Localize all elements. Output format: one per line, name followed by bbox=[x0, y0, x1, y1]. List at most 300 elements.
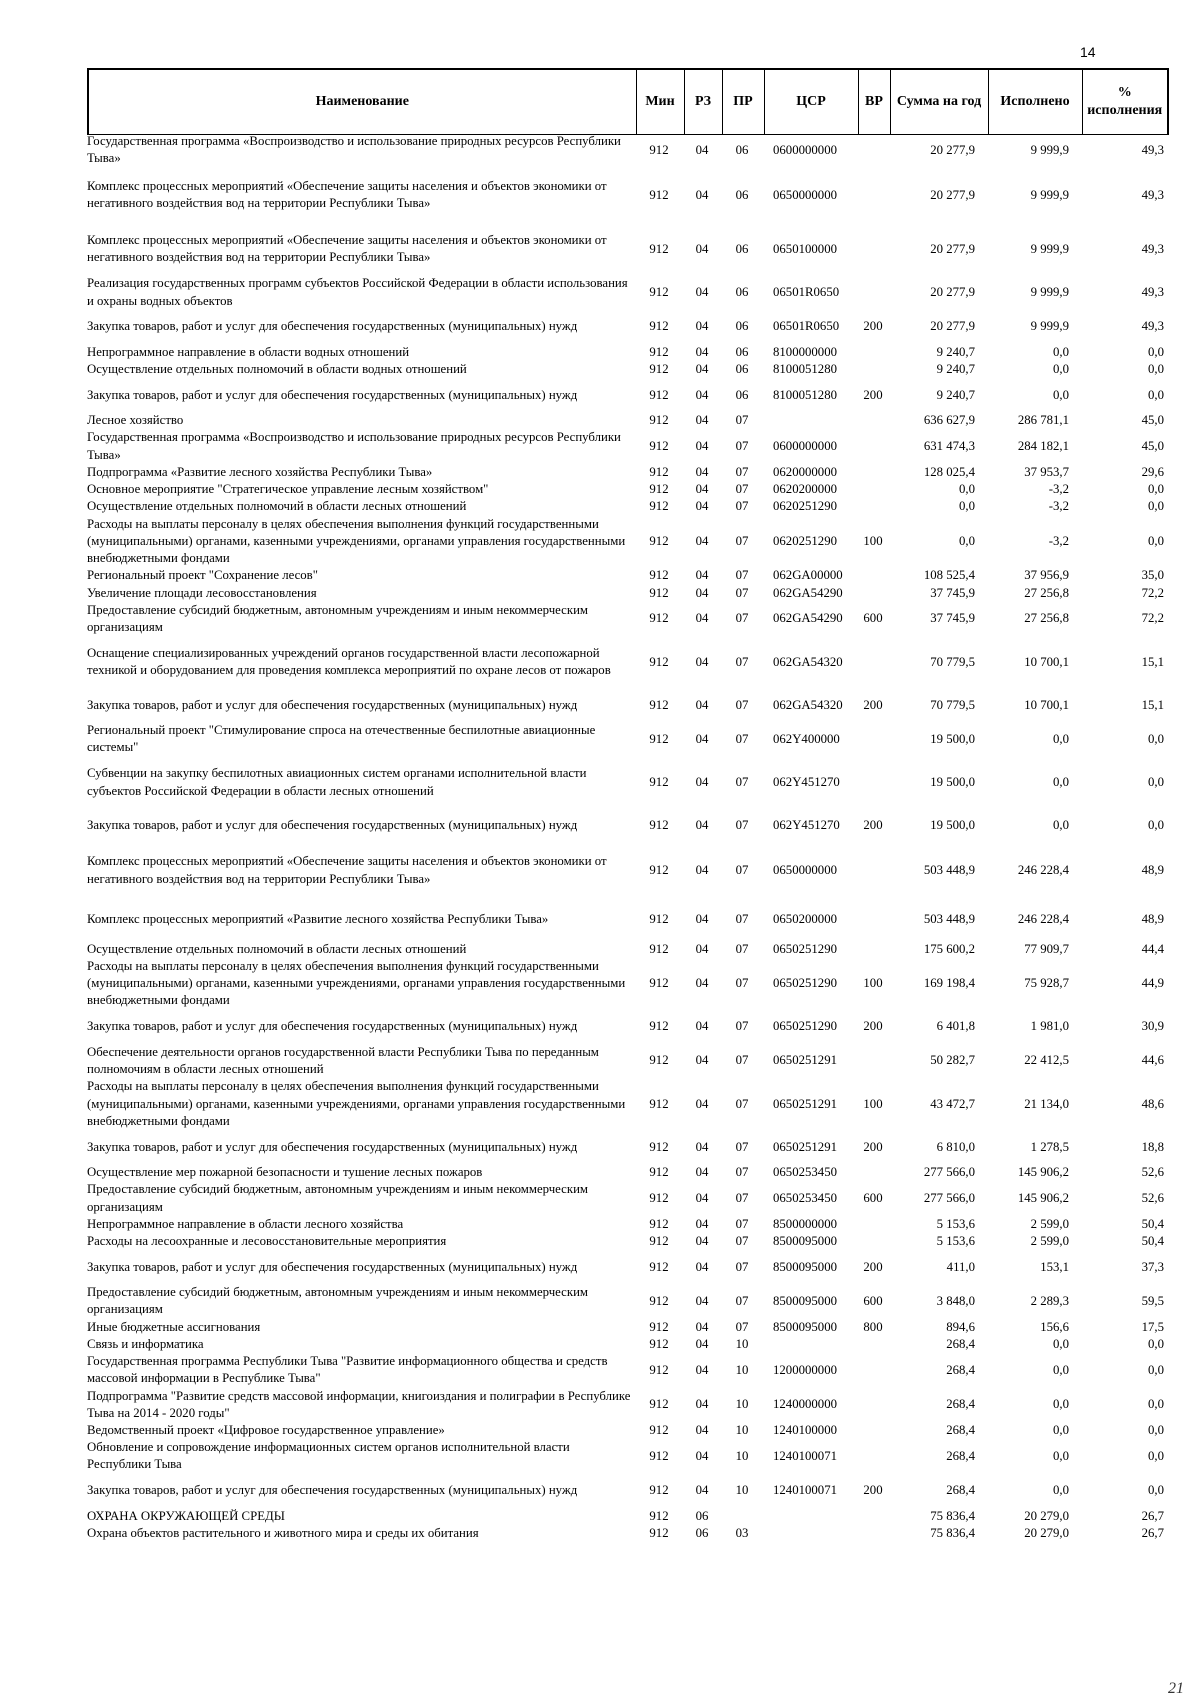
row-vr: 100 bbox=[863, 533, 883, 548]
row-pr: 07 bbox=[735, 1165, 749, 1180]
row-min: 912 bbox=[649, 1234, 669, 1249]
row-vr bbox=[857, 585, 889, 602]
row-rz: 04 bbox=[695, 533, 709, 548]
row-sum: 20 277,9 bbox=[930, 285, 975, 299]
table-row bbox=[87, 1250, 1167, 1284]
row-rz: 04 bbox=[695, 499, 709, 514]
header-csr: ЦСР bbox=[764, 69, 858, 135]
row-pr: 07 bbox=[735, 697, 749, 712]
row-vr: 200 bbox=[863, 319, 883, 334]
row-csr bbox=[763, 412, 857, 429]
row-pct: 52,6 bbox=[1141, 1191, 1164, 1206]
row-csr: 1240100000 bbox=[773, 1422, 837, 1437]
row-pct: 44,6 bbox=[1141, 1053, 1164, 1068]
table-row bbox=[87, 361, 1167, 378]
table-row bbox=[87, 809, 1167, 843]
row-vr bbox=[857, 1422, 889, 1439]
row-done: 21 134,0 bbox=[1024, 1096, 1069, 1111]
row-pct: 0,0 bbox=[1148, 482, 1164, 497]
row-pr: 10 bbox=[735, 1448, 749, 1463]
row-name: Осуществление отдельных полномочий в области лесных отношений bbox=[87, 941, 467, 956]
row-csr: 0650251291 bbox=[773, 1096, 837, 1111]
row-pct: 15,1 bbox=[1141, 697, 1164, 712]
row-pct: 0,0 bbox=[1148, 362, 1164, 377]
row-min: 912 bbox=[649, 1053, 669, 1068]
row-done: 20 279,0 bbox=[1024, 1508, 1069, 1523]
row-name: Предоставление субсидий бюджетным, автономным учреждениям и иным некоммерческим организациям bbox=[87, 1285, 589, 1317]
row-name: Закупка товаров, работ и услуг для обеспечения государственных (муниципальных) нужд bbox=[87, 387, 578, 402]
row-csr: 06501R0650 bbox=[773, 285, 840, 299]
row-name: Комплекс процессных мероприятий «Обеспечение защиты населения и объектов экономики от негативного воздействия вод на территории Республики Тыва» bbox=[87, 233, 607, 265]
row-name: Подпрограмма «Развитие лесного хозяйства Республики Тыва» bbox=[87, 464, 433, 479]
table-row bbox=[87, 515, 1167, 567]
row-rz: 04 bbox=[695, 568, 709, 583]
row-rz: 04 bbox=[695, 1216, 709, 1231]
row-min: 912 bbox=[649, 1397, 669, 1412]
table-row bbox=[87, 412, 1167, 429]
row-min: 912 bbox=[649, 1259, 669, 1274]
row-vr bbox=[857, 757, 889, 809]
row-pr: 07 bbox=[735, 863, 749, 878]
row-pr: 07 bbox=[735, 585, 749, 600]
row-done: 284 182,1 bbox=[1017, 439, 1069, 454]
row-csr: 062Y451270 bbox=[773, 775, 840, 790]
row-vr bbox=[857, 1336, 889, 1353]
row-min: 912 bbox=[649, 775, 669, 790]
row-pr: 10 bbox=[735, 1422, 749, 1437]
row-pr: 07 bbox=[735, 499, 749, 514]
row-sum: 268,4 bbox=[946, 1448, 975, 1463]
row-pct: 0,0 bbox=[1148, 344, 1164, 359]
corner-mark: 21 bbox=[1168, 1680, 1184, 1697]
row-pr: 07 bbox=[735, 611, 749, 626]
row-rz: 04 bbox=[695, 775, 709, 790]
row-csr: 8500095000 bbox=[773, 1234, 837, 1249]
row-vr bbox=[857, 361, 889, 378]
row-done: 37 953,7 bbox=[1024, 464, 1069, 479]
row-rz: 06 bbox=[695, 1508, 709, 1523]
row-vr bbox=[857, 722, 889, 756]
row-vr bbox=[857, 899, 889, 941]
row-done: -3,2 bbox=[1048, 482, 1069, 497]
row-pct: 0,0 bbox=[1148, 1422, 1164, 1437]
row-sum: 6 401,8 bbox=[936, 1019, 975, 1034]
row-rz: 04 bbox=[695, 439, 709, 454]
table-row bbox=[87, 688, 1167, 722]
row-pr bbox=[721, 1508, 763, 1525]
row-vr: 600 bbox=[863, 611, 883, 626]
row-rz: 04 bbox=[695, 387, 709, 402]
table-row bbox=[87, 344, 1167, 361]
row-pct: 0,0 bbox=[1148, 1336, 1164, 1351]
row-done: 20 279,0 bbox=[1024, 1525, 1069, 1540]
row-pct: 0,0 bbox=[1148, 731, 1164, 746]
row-done: 37 956,9 bbox=[1024, 568, 1069, 583]
row-done: 27 256,8 bbox=[1024, 611, 1069, 626]
row-rz: 04 bbox=[695, 1096, 709, 1111]
row-done: 0,0 bbox=[1053, 1397, 1069, 1412]
row-csr: 0600000000 bbox=[773, 439, 837, 454]
row-rz: 04 bbox=[695, 344, 709, 359]
row-pr: 07 bbox=[735, 976, 749, 991]
row-pr: 07 bbox=[735, 413, 749, 428]
row-pct: 44,4 bbox=[1141, 941, 1164, 956]
row-csr: 0650253450 bbox=[773, 1191, 837, 1206]
row-sum: 277 566,0 bbox=[923, 1165, 975, 1180]
row-pct: 50,4 bbox=[1141, 1216, 1164, 1231]
row-min: 912 bbox=[649, 319, 669, 334]
row-min: 912 bbox=[649, 568, 669, 583]
row-sum: 128 025,4 bbox=[923, 464, 975, 479]
row-vr bbox=[857, 1508, 889, 1525]
table-row bbox=[87, 585, 1167, 602]
row-min: 912 bbox=[649, 818, 669, 833]
row-vr bbox=[857, 344, 889, 361]
row-done: 145 906,2 bbox=[1017, 1165, 1069, 1180]
row-done: 9 999,9 bbox=[1030, 187, 1069, 202]
row-done: 0,0 bbox=[1053, 1336, 1069, 1351]
row-rz: 04 bbox=[695, 1259, 709, 1274]
header-pr: ПР bbox=[722, 69, 764, 135]
row-min: 912 bbox=[649, 1362, 669, 1377]
row-vr bbox=[857, 1353, 889, 1387]
row-name: Закупка товаров, работ и услуг для обеспечения государственных (муниципальных) нужд bbox=[87, 1019, 578, 1034]
header-sum: Сумма на год bbox=[890, 69, 988, 135]
row-pct: 0,0 bbox=[1148, 387, 1164, 402]
row-vr bbox=[857, 1525, 889, 1542]
row-name: Реализация государственных программ субъектов Российской Федерации в области использования и охраны водных объектов bbox=[87, 276, 628, 308]
table-row bbox=[87, 1508, 1167, 1525]
row-pr: 07 bbox=[735, 818, 749, 833]
row-rz: 04 bbox=[695, 464, 709, 479]
row-name: Основное мероприятие "Стратегическое управление лесным хозяйством" bbox=[87, 482, 489, 497]
row-done: 0,0 bbox=[1053, 818, 1069, 833]
row-pr: 06 bbox=[735, 344, 749, 359]
row-rz: 04 bbox=[695, 1293, 709, 1308]
row-csr bbox=[763, 1336, 857, 1353]
row-rz: 04 bbox=[695, 413, 709, 428]
row-rz: 04 bbox=[695, 941, 709, 956]
row-sum: 37 745,9 bbox=[930, 611, 975, 626]
row-min: 912 bbox=[649, 1525, 669, 1540]
row-pr: 07 bbox=[735, 1096, 749, 1111]
row-sum: 9 240,7 bbox=[936, 387, 975, 402]
row-pct: 0,0 bbox=[1148, 533, 1164, 548]
row-pr: 07 bbox=[735, 1139, 749, 1154]
row-pct: 0,0 bbox=[1148, 775, 1164, 790]
row-csr: 062GA54320 bbox=[773, 654, 843, 669]
row-csr: 8100051280 bbox=[773, 362, 837, 377]
table-row bbox=[87, 429, 1167, 463]
row-vr bbox=[857, 133, 889, 167]
row-vr bbox=[857, 1439, 889, 1473]
row-pct: 0,0 bbox=[1148, 1397, 1164, 1412]
row-csr: 1240100071 bbox=[773, 1448, 837, 1463]
row-min: 912 bbox=[649, 1336, 669, 1351]
row-pct: 0,0 bbox=[1148, 1362, 1164, 1377]
row-name: Связь и информатика bbox=[87, 1336, 204, 1351]
row-name: Подпрограмма "Развитие средств массовой информации, книгоиздания и полиграфии в Республике Тыва на 2014 - 2020 годы" bbox=[87, 1388, 631, 1420]
row-name: Закупка товаров, работ и услуг для обеспечения государственных (муниципальных) нужд bbox=[87, 1482, 578, 1497]
row-sum: 268,4 bbox=[946, 1336, 975, 1351]
table-row bbox=[87, 1422, 1167, 1439]
row-pct: 49,3 bbox=[1141, 319, 1164, 334]
row-csr: 062GA54290 bbox=[773, 585, 843, 600]
row-pr: 10 bbox=[735, 1482, 749, 1497]
row-vr bbox=[857, 941, 889, 958]
table-row bbox=[87, 941, 1167, 958]
table-header bbox=[87, 68, 1169, 135]
table-row bbox=[87, 1130, 1167, 1164]
row-done: 22 412,5 bbox=[1024, 1053, 1069, 1068]
row-sum: 43 472,7 bbox=[930, 1096, 975, 1111]
row-sum: 268,4 bbox=[946, 1362, 975, 1377]
row-rz: 04 bbox=[695, 241, 709, 256]
row-csr: 0620200000 bbox=[773, 482, 837, 497]
row-name: Комплекс процессных мероприятий «Обеспечение защиты населения и объектов экономики от негативного воздействия вод на территории Республики Тыва» bbox=[87, 179, 607, 211]
row-name: Региональный проект "Стимулирование спроса на отечественные беспилотные авиационные системы" bbox=[87, 723, 596, 755]
row-rz: 04 bbox=[695, 142, 709, 157]
row-done: 75 928,7 bbox=[1024, 976, 1069, 991]
row-pr: 10 bbox=[735, 1397, 749, 1412]
row-name: Расходы на выплаты персоналу в целях обеспечения выполнения функций государственными (муниципальными) органами, казенными учреждениями, органами управления государственными внебюджетными фондами bbox=[87, 959, 626, 1008]
row-sum: 268,4 bbox=[946, 1397, 975, 1412]
row-rz: 04 bbox=[695, 482, 709, 497]
row-sum: 0,0 bbox=[959, 499, 975, 514]
row-min: 912 bbox=[649, 499, 669, 514]
row-pr: 07 bbox=[735, 568, 749, 583]
table-row bbox=[87, 1010, 1167, 1044]
row-name: Закупка товаров, работ и услуг для обеспечения государственных (муниципальных) нужд bbox=[87, 697, 578, 712]
row-min: 912 bbox=[649, 1448, 669, 1463]
row-sum: 636 627,9 bbox=[923, 413, 975, 428]
row-min: 912 bbox=[649, 241, 669, 256]
row-vr: 200 bbox=[863, 818, 883, 833]
row-pr: 07 bbox=[735, 439, 749, 454]
row-pct: 17,5 bbox=[1141, 1319, 1164, 1334]
row-name: Увеличение площади лесовосстановления bbox=[87, 585, 317, 600]
row-done: 0,0 bbox=[1053, 1362, 1069, 1377]
row-name: Государственная программа «Воспроизводство и использование природных ресурсов Республики Тыва» bbox=[87, 430, 621, 462]
row-pr: 07 bbox=[735, 1019, 749, 1034]
page-number: 14 bbox=[1080, 44, 1096, 60]
row-pr: 06 bbox=[735, 387, 749, 402]
row-csr: 0620000000 bbox=[773, 464, 837, 479]
row-pct: 35,0 bbox=[1141, 568, 1164, 583]
row-pct: 30,9 bbox=[1141, 1019, 1164, 1034]
row-min: 912 bbox=[649, 1019, 669, 1034]
row-done: 0,0 bbox=[1053, 731, 1069, 746]
row-name: Осуществление мер пожарной безопасности и тушение лесных пожаров bbox=[87, 1165, 483, 1180]
row-min: 912 bbox=[649, 1139, 669, 1154]
row-done: 0,0 bbox=[1053, 387, 1069, 402]
row-done: 0,0 bbox=[1053, 1482, 1069, 1497]
row-vr: 200 bbox=[863, 1139, 883, 1154]
row-pct: 26,7 bbox=[1141, 1525, 1164, 1540]
row-csr: 1200000000 bbox=[773, 1362, 837, 1377]
row-sum: 70 779,5 bbox=[930, 697, 975, 712]
row-name: Предоставление субсидий бюджетным, автономным учреждениям и иным некоммерческим организациям bbox=[87, 602, 589, 635]
row-pct: 37,3 bbox=[1141, 1259, 1164, 1274]
row-rz: 04 bbox=[695, 362, 709, 377]
table-row bbox=[87, 378, 1167, 412]
row-min: 912 bbox=[649, 654, 669, 669]
row-vr bbox=[857, 1388, 889, 1422]
row-rz: 04 bbox=[695, 1397, 709, 1412]
row-sum: 6 810,0 bbox=[936, 1139, 975, 1154]
table-row bbox=[87, 1319, 1167, 1336]
row-sum: 37 745,9 bbox=[930, 585, 975, 600]
row-rz: 04 bbox=[695, 1319, 709, 1334]
row-sum: 75 836,4 bbox=[930, 1508, 975, 1523]
row-min: 912 bbox=[649, 1293, 669, 1308]
header-name: Наименование bbox=[88, 69, 636, 135]
row-min: 912 bbox=[649, 142, 669, 157]
row-csr: 8500000000 bbox=[773, 1216, 837, 1231]
row-done: 0,0 bbox=[1053, 344, 1069, 359]
header-vr: ВР bbox=[858, 69, 890, 135]
row-pr: 06 bbox=[735, 285, 749, 299]
row-sum: 0,0 bbox=[959, 533, 975, 548]
row-sum: 20 277,9 bbox=[930, 142, 975, 157]
table-row bbox=[87, 636, 1167, 688]
row-name: Оснащение специализированных учреждений органов государственной власти лесопожарной техникой и оборудованием для проведения комплекса мероприятий по охране лесов от пожаров bbox=[87, 646, 611, 678]
row-min: 912 bbox=[649, 439, 669, 454]
row-csr: 0650000000 bbox=[773, 863, 837, 878]
row-pr: 07 bbox=[735, 775, 749, 790]
row-sum: 3 848,0 bbox=[936, 1293, 975, 1308]
row-pr: 07 bbox=[735, 1319, 749, 1334]
row-vr bbox=[857, 429, 889, 463]
row-min: 912 bbox=[649, 1319, 669, 1334]
row-name: Обеспечение деятельности органов государственной власти Республики Тыва по переданным полномочиям в области лесных отношений bbox=[87, 1044, 599, 1077]
row-vr bbox=[857, 167, 889, 223]
table-row bbox=[87, 1439, 1167, 1473]
row-vr: 100 bbox=[863, 976, 883, 991]
table-row bbox=[87, 481, 1167, 498]
table-row bbox=[87, 1474, 1167, 1508]
row-min: 912 bbox=[649, 585, 669, 600]
row-rz: 04 bbox=[695, 697, 709, 712]
header-done: Исполнено bbox=[988, 69, 1082, 135]
row-sum: 411,0 bbox=[946, 1259, 975, 1274]
row-csr: 1240100071 bbox=[773, 1482, 837, 1497]
row-pr: 06 bbox=[735, 142, 749, 157]
row-rz: 04 bbox=[695, 611, 709, 626]
table-row bbox=[87, 567, 1167, 584]
row-min: 912 bbox=[649, 1096, 669, 1111]
row-name: Обновление и сопровождение информационных систем органов исполнительной власти Республики Тыва bbox=[87, 1440, 570, 1472]
row-sum: 5 153,6 bbox=[936, 1216, 975, 1231]
row-vr: 600 bbox=[863, 1293, 883, 1308]
table-row bbox=[87, 899, 1167, 941]
row-sum: 175 600,2 bbox=[923, 941, 975, 956]
row-csr: 8100000000 bbox=[773, 344, 837, 359]
row-done: 2 289,3 bbox=[1030, 1293, 1069, 1308]
row-csr: 062GA00000 bbox=[773, 568, 843, 583]
table-row bbox=[87, 464, 1167, 481]
row-pr: 07 bbox=[735, 1293, 749, 1308]
table-row bbox=[87, 498, 1167, 515]
row-min: 912 bbox=[649, 187, 669, 202]
row-csr: 0650251290 bbox=[773, 976, 837, 991]
row-vr bbox=[857, 1164, 889, 1181]
row-vr bbox=[857, 1233, 889, 1250]
row-pr: 07 bbox=[735, 1259, 749, 1274]
row-vr bbox=[857, 275, 889, 309]
row-done: 0,0 bbox=[1053, 1422, 1069, 1437]
row-vr: 200 bbox=[863, 1482, 883, 1497]
row-name: Закупка товаров, работ и услуг для обеспечения государственных (муниципальных) нужд bbox=[87, 1139, 578, 1154]
row-name: Иные бюджетные ассигнования bbox=[87, 1319, 261, 1334]
row-csr: 8500095000 bbox=[773, 1293, 837, 1308]
row-pr: 07 bbox=[735, 941, 749, 956]
row-vr bbox=[857, 412, 889, 429]
row-rz: 04 bbox=[695, 585, 709, 600]
row-rz: 04 bbox=[695, 1139, 709, 1154]
row-sum: 20 277,9 bbox=[930, 187, 975, 202]
row-sum: 0,0 bbox=[959, 482, 975, 497]
row-pct: 0,0 bbox=[1148, 818, 1164, 833]
row-pct: 50,4 bbox=[1141, 1234, 1164, 1249]
row-done: 2 599,0 bbox=[1030, 1234, 1069, 1249]
row-pr: 07 bbox=[735, 654, 749, 669]
row-vr: 200 bbox=[863, 1019, 883, 1034]
row-pct: 44,9 bbox=[1141, 976, 1164, 991]
row-vr bbox=[857, 464, 889, 481]
table-row bbox=[87, 310, 1167, 344]
row-name: Осуществление отдельных полномочий в области водных отношений bbox=[87, 362, 467, 377]
row-name: Ведомственный проект «Цифровое государственное управление» bbox=[87, 1422, 445, 1437]
row-vr bbox=[857, 567, 889, 584]
table-row bbox=[87, 1233, 1167, 1250]
row-pct: 29,6 bbox=[1141, 464, 1164, 479]
row-pr: 06 bbox=[735, 319, 749, 334]
row-name: Охрана объектов растительного и животного мира и среды их обитания bbox=[87, 1525, 479, 1540]
row-vr bbox=[857, 481, 889, 498]
row-sum: 19 500,0 bbox=[930, 775, 975, 790]
row-rz: 04 bbox=[695, 1165, 709, 1180]
row-pct: 15,1 bbox=[1141, 654, 1164, 669]
row-pr: 07 bbox=[735, 731, 749, 746]
row-name: Предоставление субсидий бюджетным, автономным учреждениям и иным некоммерческим организациям bbox=[87, 1182, 589, 1214]
row-sum: 894,6 bbox=[946, 1319, 975, 1334]
row-name: Расходы на выплаты персоналу в целях обеспечения выполнения функций государственными (муниципальными) органами, казенными учреждениями, органами управления государственными внебюджетными фондами bbox=[87, 516, 626, 566]
row-pct: 49,3 bbox=[1141, 285, 1164, 299]
table-row bbox=[87, 1336, 1167, 1353]
row-pct: 49,3 bbox=[1141, 241, 1164, 256]
row-sum: 108 525,4 bbox=[923, 568, 975, 583]
row-done: 1 981,0 bbox=[1030, 1019, 1069, 1034]
row-sum: 50 282,7 bbox=[930, 1053, 975, 1068]
row-pr: 07 bbox=[735, 482, 749, 497]
row-csr: 0620251290 bbox=[773, 533, 837, 548]
row-done: 153,1 bbox=[1040, 1259, 1069, 1274]
row-done: -3,2 bbox=[1048, 533, 1069, 548]
row-sum: 19 500,0 bbox=[930, 731, 975, 746]
row-rz: 04 bbox=[695, 1422, 709, 1437]
row-csr: 0650251291 bbox=[773, 1139, 837, 1154]
table-row bbox=[87, 223, 1167, 275]
row-name: Субвенции на закупку беспилотных авиационных систем органами исполнительной власти субъектов Российской Федерации в области лесных отношений bbox=[87, 766, 587, 798]
row-sum: 503 448,9 bbox=[923, 912, 975, 927]
row-sum: 631 474,3 bbox=[923, 439, 975, 454]
row-sum: 5 153,6 bbox=[936, 1234, 975, 1249]
row-min: 912 bbox=[649, 533, 669, 548]
row-sum: 268,4 bbox=[946, 1482, 975, 1497]
row-sum: 9 240,7 bbox=[936, 344, 975, 359]
row-min: 912 bbox=[649, 1422, 669, 1437]
